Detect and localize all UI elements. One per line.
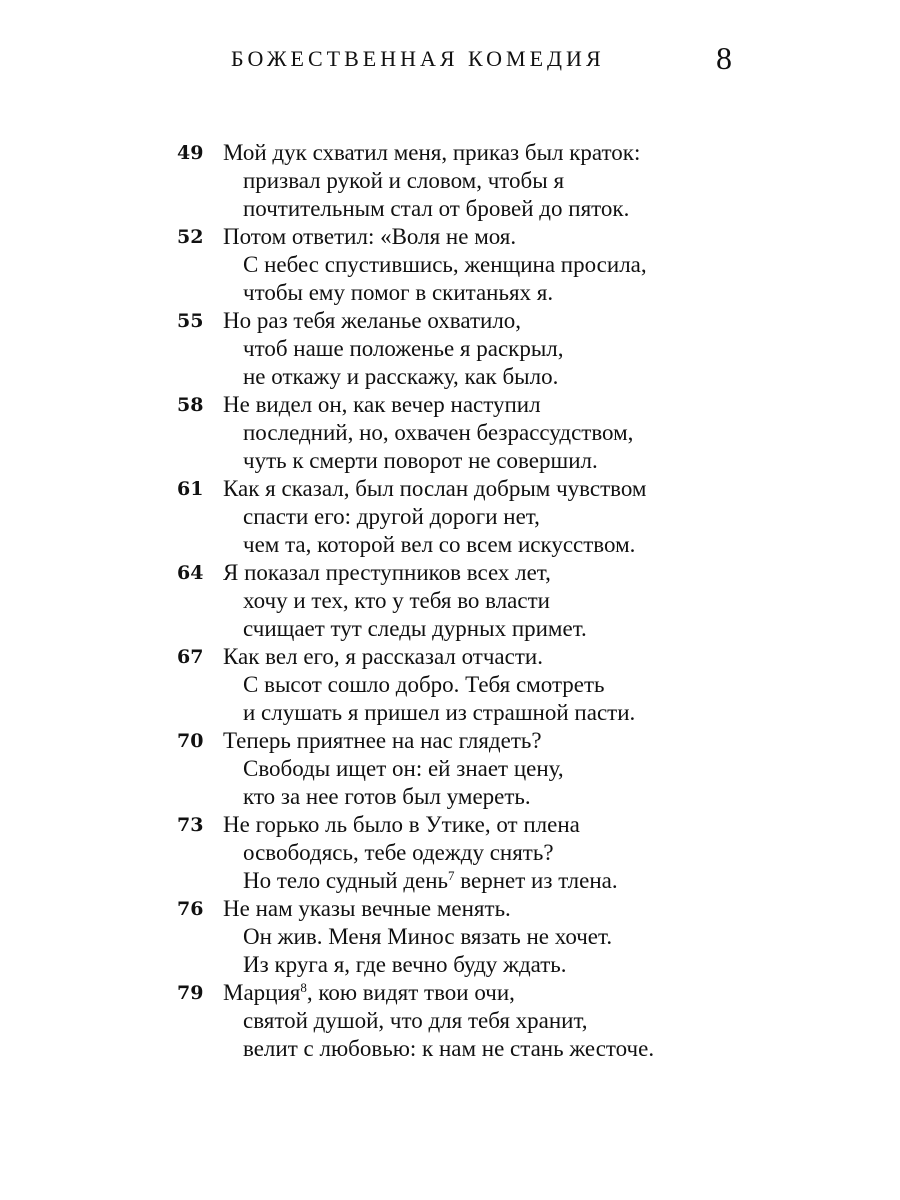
- verse-line-number: 73: [177, 814, 204, 836]
- stanza: [0, 727, 900, 811]
- poem-text: [0, 139, 900, 1063]
- footnote-marker[interactable]: 8: [300, 980, 307, 995]
- stanza: [0, 391, 900, 475]
- verse-line: чуть к смерти поворот не совершил.: [243, 448, 598, 473]
- verse-text: , кою видят твои очи,: [306, 980, 515, 1005]
- verse-line: Не нам указы вечные менять.: [223, 896, 511, 921]
- verse-line-with-footnote: [0, 979, 900, 1007]
- verse-line: и слушать я пришел из страшной пасти.: [243, 700, 636, 725]
- verse-line: чтобы ему помог в скитаньях я.: [243, 280, 554, 305]
- verse-line: Свободы ищет он: ей знает цену,: [243, 756, 564, 781]
- stanza: [0, 223, 900, 307]
- verse-text: Марция: [223, 980, 301, 1005]
- verse-line: не откажу и расскажу, как было.: [243, 364, 559, 389]
- stanza: [0, 475, 900, 559]
- verse-line: Но раз тебя желанье охватило,: [223, 308, 522, 333]
- verse-line: Из круга я, где вечно буду ждать.: [243, 952, 567, 977]
- verse-line: С высот сошло добро. Тебя смотреть: [243, 672, 605, 697]
- verse-line: почтительным стал от бровей до пяток.: [243, 196, 630, 221]
- verse-line-number: 67: [177, 646, 204, 668]
- verse-line: Как вел его, я рассказал отчасти.: [223, 644, 543, 669]
- stanza: [0, 643, 900, 727]
- stanza: [0, 979, 900, 1063]
- verse-line-number: 49: [177, 142, 204, 164]
- verse-line: кто за нее готов был умереть.: [243, 784, 531, 809]
- running-header-title: БОЖЕСТВЕННАЯ КОМЕДИЯ: [231, 46, 605, 71]
- verse-line: Я показал преступников всех лет,: [223, 560, 551, 585]
- verse-line: велит с любовью: к нам не стань жесточе.: [243, 1036, 655, 1061]
- verse-line-with-footnote: [0, 867, 900, 895]
- footnote-marker[interactable]: 7: [448, 868, 455, 883]
- stanza: [0, 811, 900, 895]
- stanza: [0, 895, 900, 979]
- verse-line-number: 70: [177, 730, 204, 752]
- verse-line-number: 76: [177, 898, 204, 920]
- verse-line: чтоб наше положенье я раскрыл,: [243, 336, 564, 361]
- verse-line-number: 52: [177, 226, 204, 248]
- verse-text: вернет из тлена.: [454, 868, 618, 893]
- verse-line-number: 58: [177, 394, 204, 416]
- verse-text: Но тело судный день: [243, 868, 449, 893]
- verse-line-number: 61: [177, 478, 204, 500]
- verse-line: хочу и тех, кто у тебя во власти: [243, 588, 550, 613]
- stanza: [0, 307, 900, 391]
- verse-line: последний, но, охвачен безрассудством,: [243, 420, 634, 445]
- verse-line: Теперь приятнее на нас глядеть?: [223, 728, 542, 753]
- verse-line: призвал рукой и словом, чтобы я: [243, 168, 565, 193]
- verse-line: святой душой, что для тебя хранит,: [243, 1008, 588, 1033]
- stanza: [0, 139, 900, 223]
- verse-line: Потом ответил: «Воля не моя.: [223, 224, 517, 249]
- verse-line: Не видел он, как вечер наступил: [223, 392, 541, 417]
- verse-line: Мой дук схватил меня, приказ был краток:: [223, 140, 641, 165]
- verse-line: спасти его: другой дороги нет,: [243, 504, 540, 529]
- verse-line: освободясь, тебе одежду снять?: [243, 840, 554, 865]
- verse-line: Не горько ль было в Утике, от плена: [223, 812, 580, 837]
- verse-line-number: 55: [177, 310, 204, 332]
- verse-line: Как я сказал, был послан добрым чувством: [223, 476, 647, 501]
- verse-line-number: 79: [177, 982, 204, 1004]
- verse-line: Он жив. Меня Минос вязать не хочет.: [243, 924, 613, 949]
- verse-line: чем та, которой вел со всем искусством.: [243, 532, 636, 557]
- verse-line: С небес спустившись, женщина просила,: [243, 252, 647, 277]
- verse-line-number: 64: [177, 562, 204, 584]
- stanza: [0, 559, 900, 643]
- page-number: 8: [716, 40, 732, 76]
- verse-line: счищает тут следы дурных примет.: [243, 616, 587, 641]
